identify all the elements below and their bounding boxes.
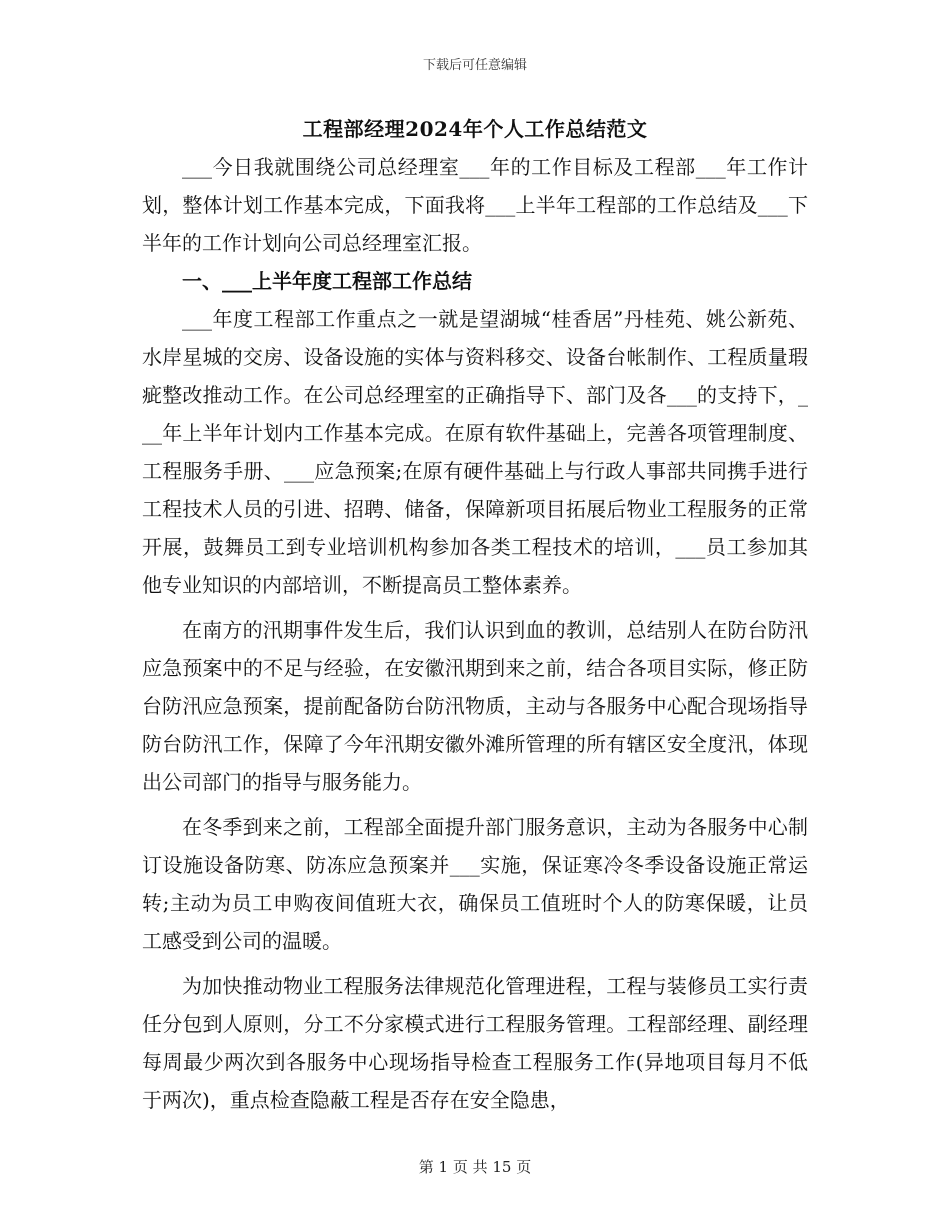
document-title: 工程部经理2024年个人工作总结范文 (302, 117, 648, 141)
body-paragraph: 在冬季到来之前，工程部全面提升部门服务意识，主动为各服务中心制订设施设备防寒、防冻应急预案并___实施，保证寒冷冬季设备设施正常运转;主动为员工申购夜间值班大衣，确保员工值班时个人的防寒保暖，让员工感受到公司的温暖。 (142, 815, 808, 953)
section-heading-1: 一、___上半年度工程部工作总结 (182, 269, 472, 293)
document-body (142, 110, 808, 1119)
page-header-note: 下载后可任意编辑 (422, 58, 527, 73)
body-paragraph: ___年度工程部工作重点之一就是望湖城“桂香居”丹桂苑、姚公新苑、水岸星城的交房、设备设施的实体与资料移交、设备台帐制作、工程质量瑕疵整改推动工作。在公司总经理室的正确指导下、部门及各___的支持下，___年上半年计划内工作基本完成。在原有软件基础上，完善各项管理制度、工程服务手册、___应急预案;在原有硬件基础上与行政人事部共同携手进行工程技术人员的引进、招聘、储备，保障新项目拓展后物业工程服务的正常开展，鼓舞员工到专业培训机构参加各类工程技术的培训，___员工参加其他专业知识的内部培训，不断提高员工整体素养。 (142, 307, 808, 597)
body-paragraph: 在南方的汛期事件发生后，我们认识到血的教训，总结别人在防台防汛应急预案中的不足与经验，在安徽汛期到来之前，结合各项目实际，修正防台防汛应急预案，提前配备防台防汛物质，主动与各服务中心配合现场指导防台防汛工作，保障了今年汛期安徽外滩所管理的所有辖区安全度汛，体现出公司部门的指导与服务能力。 (142, 618, 808, 794)
body-paragraph: 为加快推动物业工程服务法律规范化管理进程，工程与装修员工实行责任分包到人原则，分工不分家模式进行工程服务管理。工程部经理、副经理每周最少两次到各服务中心现场指导检查工程服务工作(异地项目每月不低于两次)，重点检查隐蔽工程是否存在安全隐患， (142, 974, 808, 1112)
intro-paragraph: ___今日我就围绕公司总经理室___年的工作目标及工程部___年工作计划，整体计划工作基本完成，下面我将___上半年工程部的工作总结及___下半年的工作计划向公司总经理室汇报。 (142, 155, 808, 255)
page-number-footer: 第 1 页 共 15 页 (418, 1158, 532, 1176)
